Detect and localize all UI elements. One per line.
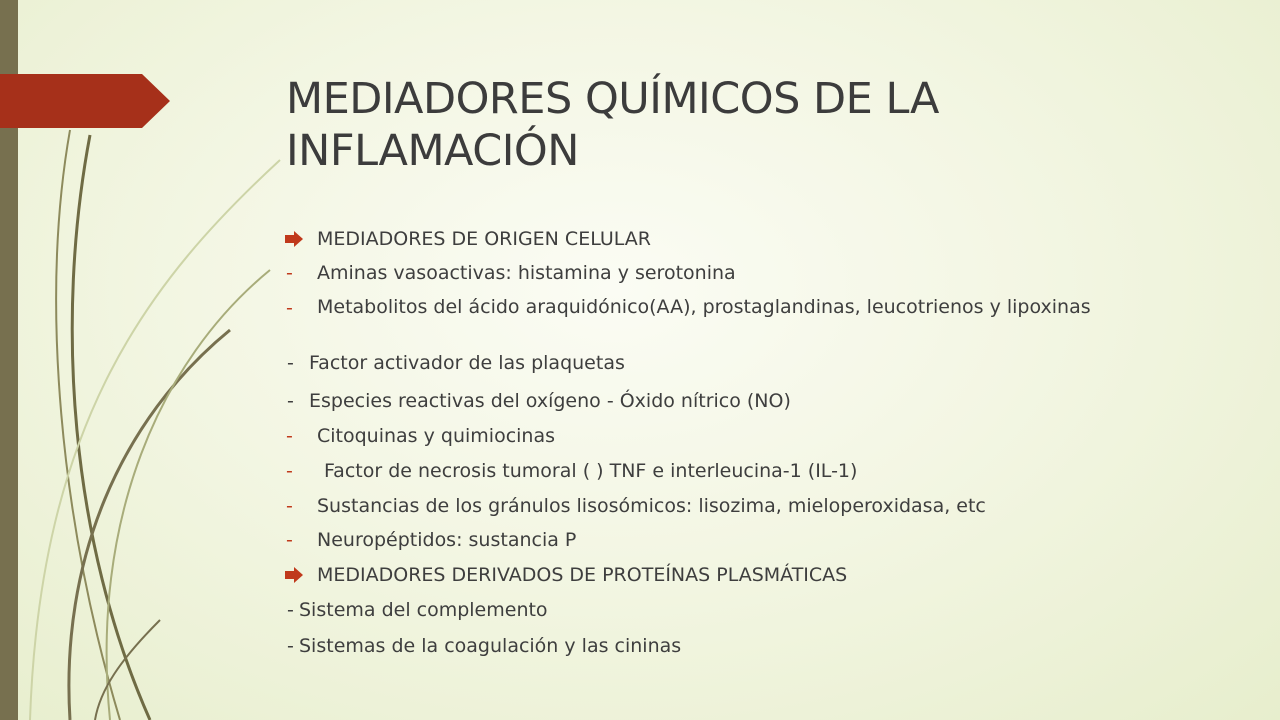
dash-marker: - <box>287 599 294 621</box>
dash-marker: - <box>286 262 293 284</box>
dash-marker: - <box>286 297 293 319</box>
dash-marker: - <box>287 635 294 657</box>
list-item-text: Citoquinas y quimiocinas <box>317 425 556 447</box>
list-item-text: Sistema del complemento <box>299 599 548 621</box>
arrow-icon <box>284 565 304 585</box>
dash-marker: - <box>286 460 293 482</box>
dash-marker: - <box>286 529 293 551</box>
dash-marker: - <box>287 390 294 412</box>
dash-marker: - <box>286 495 293 517</box>
list-item-text: MEDIADORES DERIVADOS DE PROTEÍNAS PLASMÁTICAS <box>317 564 848 586</box>
slide-title: MEDIADORES QUÍMICOS DE LA INFLAMACIÓN <box>286 74 939 176</box>
dash-marker: - <box>286 425 293 447</box>
dash-marker: - <box>287 352 294 374</box>
list-item-text: Aminas vasoactivas: histamina y serotonina <box>317 262 736 284</box>
list-item-text: Factor activador de las plaquetas <box>309 352 625 374</box>
list-item-text: Factor de necrosis tumoral ( ) TNF e interleucina-1 (IL-1) <box>324 460 858 482</box>
list-item-text: Neuropéptidos: sustancia P <box>317 529 577 551</box>
list-item-text: MEDIADORES DE ORIGEN CELULAR <box>317 228 651 250</box>
arrow-icon <box>284 229 304 249</box>
list-item-text: Sistemas de la coagulación y las cininas <box>299 635 682 657</box>
list-item-text: Metabolitos del ácido araquidónico(AA), prostaglandinas, leucotrienos y lipoxinas <box>317 296 1091 318</box>
list-item-text: Sustancias de los gránulos lisosómicos: lisozima, mieloperoxidasa, etc <box>317 495 986 517</box>
list-item-text: Especies reactivas del oxígeno - Óxido nítrico (NO) <box>309 390 791 412</box>
